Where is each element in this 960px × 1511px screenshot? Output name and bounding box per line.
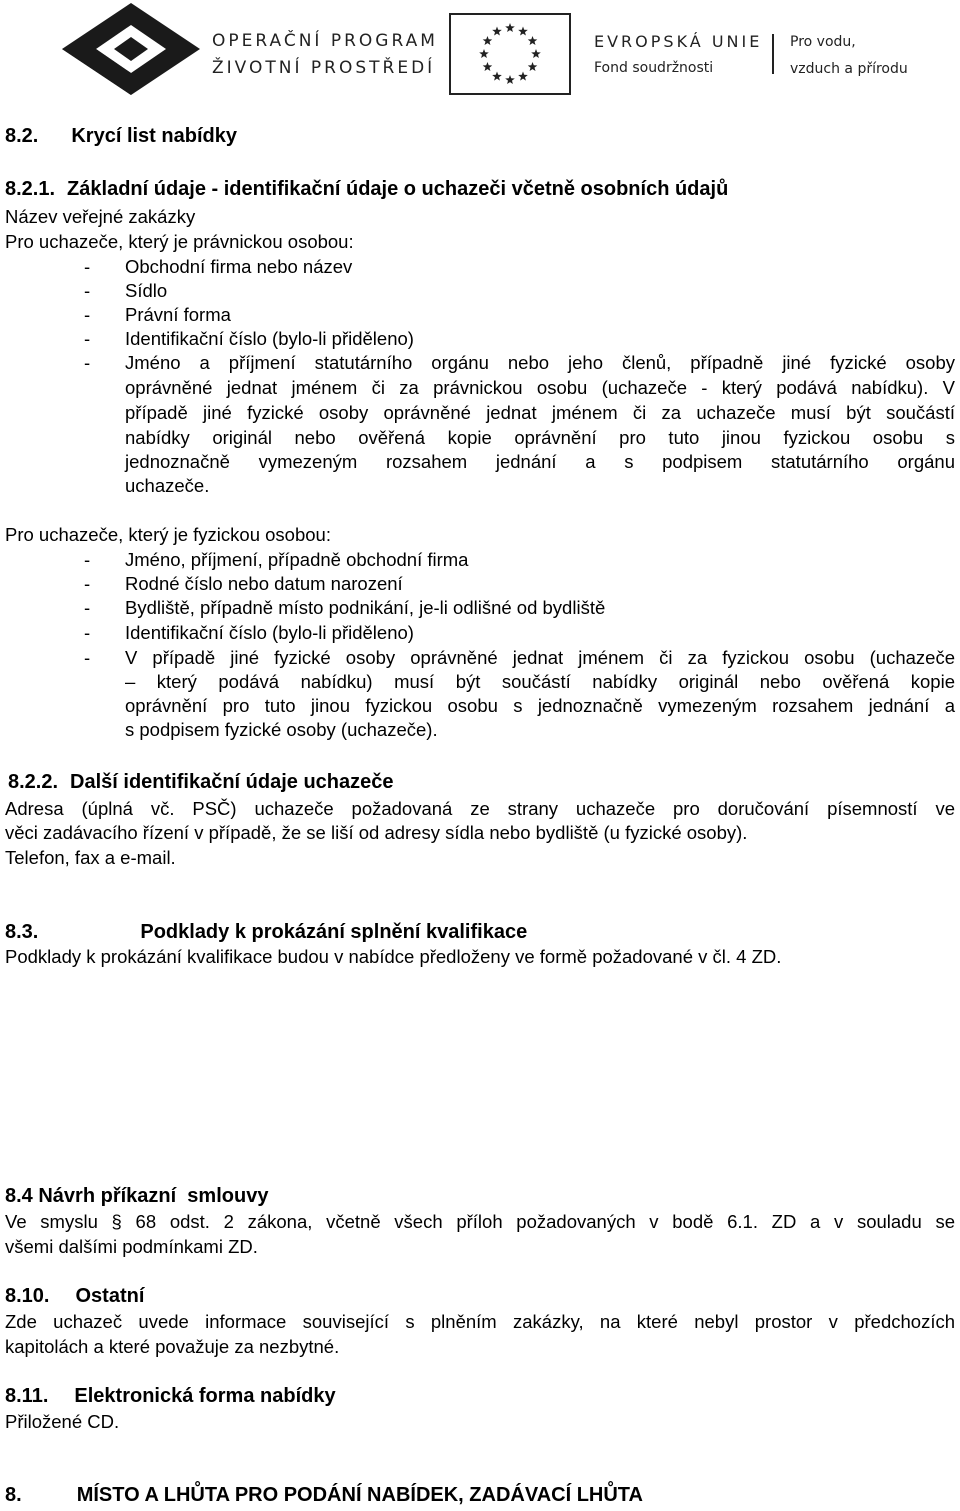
heading-8 — [5, 1484, 643, 1507]
op-title-line1: OPERAČNÍ PROGRAM — [212, 31, 438, 51]
eu-title-line2: Fond soudržnosti — [594, 60, 714, 76]
heading-num: 8.2.1. — [5, 178, 56, 200]
op-title-line2: ŽIVOTNÍ PROSTŘEDÍ — [212, 58, 436, 78]
list-item: Bydliště, případně místo podnikání, je-li odlišné od bydliště — [125, 597, 606, 618]
list-item: Rodné číslo nebo datum narození — [125, 573, 403, 594]
paragraph-line: kapitolách a které považuje za nezbytné. — [5, 1336, 340, 1357]
heading-title: Krycí list nabídky — [71, 125, 237, 147]
header-divider — [772, 34, 774, 74]
heading-8-3 — [5, 921, 527, 944]
list-item-cont: nabídky originál nebo ověřená kopie oprávnění pro tuto jinou fyzickou osobu s — [125, 427, 955, 448]
slogan — [790, 29, 908, 83]
natural-person-intro: Pro uchazeče, který je fyzickou osobou: — [5, 524, 331, 545]
paragraph-line: Zde uchazeč uvede informace související s plněním zakázky, na které nebyl prostor v předchozích — [5, 1311, 955, 1332]
eu-title — [594, 28, 762, 82]
heading-8-4: 8.4 Návrh příkazní smlouvy — [5, 1185, 269, 1207]
list-item: V případě jiné fyzické osoby oprávněné jednat jménem či za fyzickou osobu (uchazeče — [125, 647, 955, 668]
heading-8-2-1 — [5, 178, 728, 201]
list-dash: - — [84, 597, 91, 618]
slogan-line2: vzduch a přírodu — [790, 61, 908, 77]
list-dash: - — [84, 352, 91, 373]
list-item: Obchodní firma nebo název — [125, 256, 353, 277]
slogan-line1: Pro vodu, — [790, 34, 856, 50]
list-item: Identifikační číslo (bylo-li přiděleno) — [125, 622, 414, 643]
heading-8-10 — [5, 1285, 144, 1308]
heading-title: Podklady k prokázání splnění kvalifikace — [140, 921, 528, 943]
list-item-cont: jednoznačně vymezeným rozsahem jednání a s podpisem statutárního orgánu — [125, 451, 955, 472]
list-item-cont: případě jiné fyzické osoby oprávněné jednat jménem či za uchazeče musí být součástí — [125, 402, 955, 423]
list-item: Právní forma — [125, 304, 231, 325]
legal-person-intro: Pro uchazeče, který je právnickou osobou: — [5, 231, 354, 252]
list-dash: - — [84, 622, 91, 643]
list-item: Identifikační číslo (bylo-li přiděleno) — [125, 328, 414, 349]
list-item: Sídlo — [125, 280, 168, 301]
paragraph-line: Adresa (úplná vč. PSČ) uchazeče požadovaná ze strany uchazeče pro doručování písemností ve — [5, 798, 955, 819]
list-item-cont: uchazeče. — [125, 475, 210, 496]
heading-num: 8.10. — [5, 1285, 50, 1307]
contract-name-label: Název veřejné zakázky — [5, 206, 196, 227]
heading-title: Elektronická forma nabídky — [74, 1385, 336, 1407]
list-dash: - — [84, 647, 91, 668]
heading-num: 8.2.2. — [8, 771, 59, 793]
heading-8-2 — [5, 125, 237, 148]
list-dash: - — [84, 328, 91, 349]
list-item-cont: oprávnění pro tuto jinou fyzickou osobu s jednoznačně vymezeným rozsahem jednání a — [125, 695, 955, 716]
paragraph-line: Přiložené CD. — [5, 1411, 120, 1432]
list-item-cont: oprávněné jednat jménem či za právnickou osobu (uchazeče - který podává nabídku). V — [125, 377, 955, 398]
page-header — [0, 0, 960, 100]
list-dash: - — [84, 549, 91, 570]
heading-num: 8. — [5, 1484, 22, 1506]
list-item-cont: s podpisem fyzické osoby (uchazeče). — [125, 719, 438, 740]
heading-title: MÍSTO A LHŮTA PRO PODÁNÍ NABÍDEK, ZADÁVACÍ LHŮTA — [76, 1484, 643, 1506]
heading-num: 8.3. — [5, 921, 39, 943]
list-dash: - — [84, 256, 91, 277]
list-dash: - — [84, 573, 91, 594]
heading-title: Ostatní — [75, 1285, 145, 1307]
heading-num: 8.11. — [5, 1385, 49, 1407]
eu-title-line1: EVROPSKÁ UNIE — [594, 32, 763, 51]
list-dash: - — [84, 280, 91, 301]
heading-num: 8.2. — [5, 125, 39, 147]
heading-title: Další identifikační údaje uchazeče — [70, 771, 394, 793]
list-item-cont: – který podává nabídku) musí být součástí nabídky originál nebo ověřená kopie — [125, 671, 955, 692]
paragraph-line: Telefon, fax a e-mail. — [5, 847, 176, 868]
paragraph-line: Ve smyslu § 68 odst. 2 zákona, včetně všech příloh požadovaných v bodě 6.1. ZD a v souladu se — [5, 1211, 955, 1232]
list-dash: - — [84, 304, 91, 325]
heading-title: Základní údaje - identifikační údaje o uchazeči včetně osobních údajů — [67, 178, 729, 200]
paragraph-line: všemi dalšími podmínkami ZD. — [5, 1236, 258, 1257]
paragraph-line: Podklady k prokázání kvalifikace budou v nabídce předloženy ve formě požadované v čl. 4 ZD. — [5, 946, 782, 967]
list-item: Jméno, příjmení, případně obchodní firma — [125, 549, 469, 570]
op-title — [212, 28, 438, 82]
heading-8-2-2 — [8, 771, 394, 794]
op-zp-logo — [62, 3, 200, 95]
eu-flag-icon — [449, 13, 571, 95]
heading-8-11 — [5, 1385, 336, 1408]
list-item: Jméno a příjmení statutárního orgánu nebo jeho členů, případně jiné fyzické osoby — [125, 352, 955, 373]
paragraph-line: věci zadávacího řízení v případě, že se liší od adresy sídla nebo bydliště (u fyzické osoby). — [5, 822, 748, 843]
